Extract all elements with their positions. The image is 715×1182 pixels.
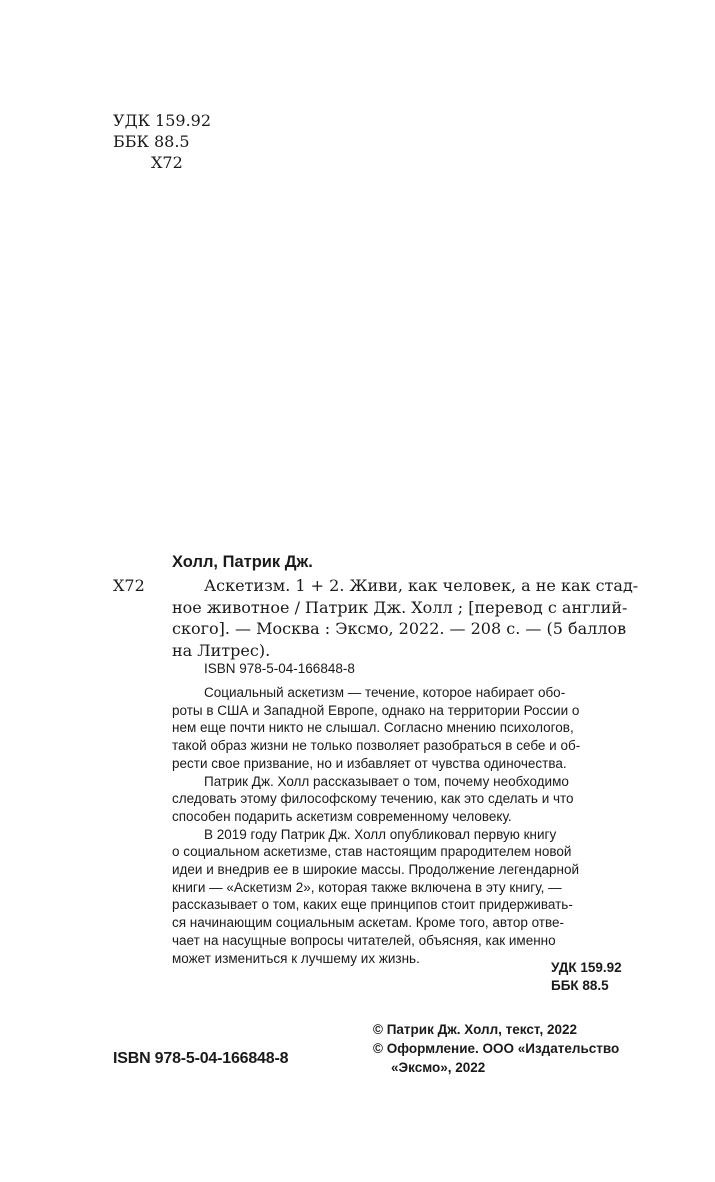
copyright-line: «Эксмо», 2022 [391, 1060, 486, 1075]
annotation-line: книги — «Аскетизм 2», которая также включена в эту книгу, — [172, 879, 562, 895]
copyright-line: © Патрик Дж. Холл, текст, 2022 [373, 1022, 577, 1037]
annotation-line: способен подарить аскетизм современному человеку. [172, 808, 512, 824]
udk-code: УДК 159.92 [551, 960, 622, 975]
record-author-mark: Х72 [113, 576, 145, 595]
footer-isbn: ISBN 978-5-04-166848-8 [113, 1050, 289, 1067]
annotation [172, 684, 632, 967]
bibliographic-description [172, 575, 639, 661]
annotation-line: о социальном аскетизме, став настоящим прародителем новой [172, 844, 572, 860]
annotation-line: следовать этому философскому течению, как это сделать и что [172, 791, 574, 807]
annotation-line: рассказывает о том, каких еще принципов стоит придерживать- [172, 897, 573, 913]
annotation-line: ся начинающим социальным аскетам. Кроме того, автор отве- [172, 915, 565, 931]
biblio-line: ное животное / Патрик Дж. Холл ; [перевод с англий- [172, 597, 628, 617]
annotation-line: идеи и внедрив ее в широкие массы. Продолжение легендарной [172, 862, 580, 878]
udk-code: УДК 159.92 [113, 111, 212, 130]
classification-codes-bottom [551, 959, 622, 995]
biblio-line: на Литрес). [172, 640, 271, 660]
annotation-line: такой образ жизни не только позволяет разобраться в себе и об- [172, 738, 581, 754]
bbk-code: ББК 88.5 [113, 132, 190, 151]
record-isbn: ISBN 978-5-04-166848-8 [204, 661, 355, 676]
biblio-line: Аскетизм. 1 + 2. Живи, как человек, а не как стад- [204, 576, 639, 595]
classification-codes-top [113, 110, 211, 173]
bbk-code: ББК 88.5 [551, 978, 609, 993]
annotation-line: нем еще почти никто не слышал. Согласно мнению психологов, [172, 720, 574, 736]
biblio-line: ского]. — Москва : Эксмо, 2022. — 208 с. — (5 баллов [172, 619, 627, 638]
annotation-line: Социальный аскетизм — течение, которое набирает обо- [204, 685, 566, 700]
annotation-line: роты в США и Западной Европе, однако на территории России о [172, 702, 580, 718]
annotation-line: чает на насущные вопросы читателей, объясняя, как именно [172, 932, 556, 948]
annotation-line: В 2019 году Патрик Дж. Холл опубликовал первую книгу [204, 826, 557, 842]
annotation-line: Патрик Дж. Холл рассказывает о том, почему необходимо [204, 773, 569, 789]
annotation-line: рести свое призвание, но и избавляет от чувства одиночества. [172, 755, 567, 771]
copyright-line: © Оформление. ООО «Издательство [373, 1041, 620, 1056]
annotation-line: может измениться к лучшему их жизнь. [172, 950, 420, 966]
copyright-block [373, 1020, 619, 1077]
author-mark: Х72 [151, 153, 183, 172]
record-author: Холл, Патрик Дж. [172, 553, 313, 571]
